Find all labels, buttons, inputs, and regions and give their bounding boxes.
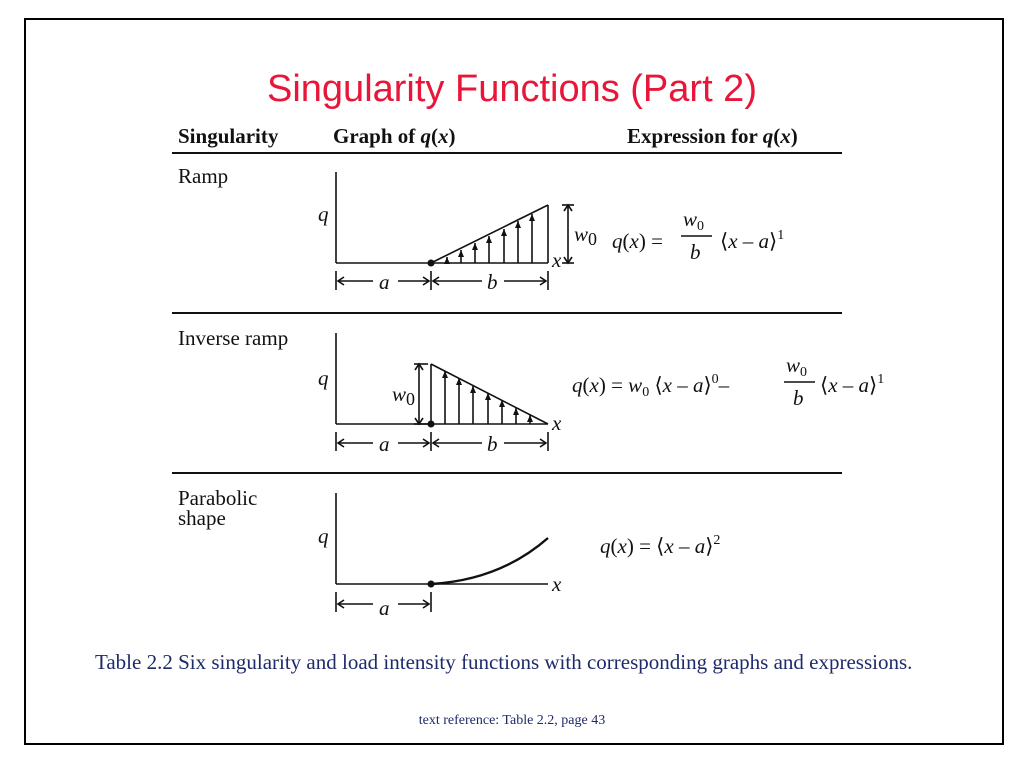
svg-text:q(x) =: q(x) =	[612, 229, 663, 253]
parabolic-graph	[336, 493, 548, 612]
inverse-ramp-expression	[572, 353, 884, 410]
ramp-w0-label: w0	[574, 222, 598, 249]
svg-text:w0: w0	[683, 207, 705, 234]
ramp-origin-dot	[428, 260, 435, 267]
svg-text:b: b	[690, 240, 701, 264]
svg-text:b: b	[793, 386, 804, 410]
inverse-a-label: a	[379, 432, 390, 456]
parabolic-x-label: x	[552, 572, 562, 596]
inverse-q-label: q	[318, 366, 329, 390]
inverse-origin-dot	[428, 421, 435, 428]
ramp-graph	[336, 172, 574, 290]
ramp-b-label: b	[487, 270, 498, 294]
svg-text:⟨x – a⟩1: ⟨x – a⟩$^1$	[820, 372, 885, 397]
svg-text:w0: w0	[786, 353, 808, 380]
header-graph: Graph of q(x)	[333, 124, 456, 148]
svg-text:q(x) = ⟨x – a⟩2: q(x) = ⟨x – a⟩$^2$	[600, 533, 721, 558]
parabolic-expression	[600, 533, 720, 558]
ramp-q-label: q	[318, 202, 329, 226]
header-singularity: Singularity	[178, 124, 279, 148]
text-reference: text reference: Table 2.2, page 43	[418, 713, 606, 728]
inverse-w0-label: w0	[392, 382, 416, 409]
row-label-ramp: Ramp	[178, 164, 229, 188]
row-label-parabolic: Parabolic	[178, 486, 258, 510]
ramp-expression	[612, 207, 784, 264]
inverse-b-label: b	[487, 432, 498, 456]
slide-title: Singularity Functions (Part 2)	[267, 68, 757, 110]
ramp-a-label: a	[379, 270, 390, 294]
row-label-shape: shape	[178, 506, 226, 530]
header-expression: Expression for q(x)	[627, 124, 798, 148]
ramp-x-label: x	[552, 248, 562, 272]
svg-text:q(x) = w0 ⟨x – a⟩0–: q(x) = w0 ⟨x – a⟩$^0$–	[572, 372, 730, 400]
parabolic-q-label: q	[318, 524, 329, 548]
parabolic-a-label: a	[379, 596, 390, 620]
inverse-ramp-graph	[336, 333, 548, 451]
table-caption: Table 2.2 Six singularity and load intensity functions with corresponding graphs and expressions.	[95, 650, 913, 674]
inverse-x-label: x	[552, 411, 562, 435]
row-label-inverse-ramp: Inverse ramp	[178, 326, 289, 350]
parabolic-origin-dot	[428, 581, 435, 588]
svg-text:⟨x – a⟩1: ⟨x – a⟩$^1$	[720, 228, 785, 253]
